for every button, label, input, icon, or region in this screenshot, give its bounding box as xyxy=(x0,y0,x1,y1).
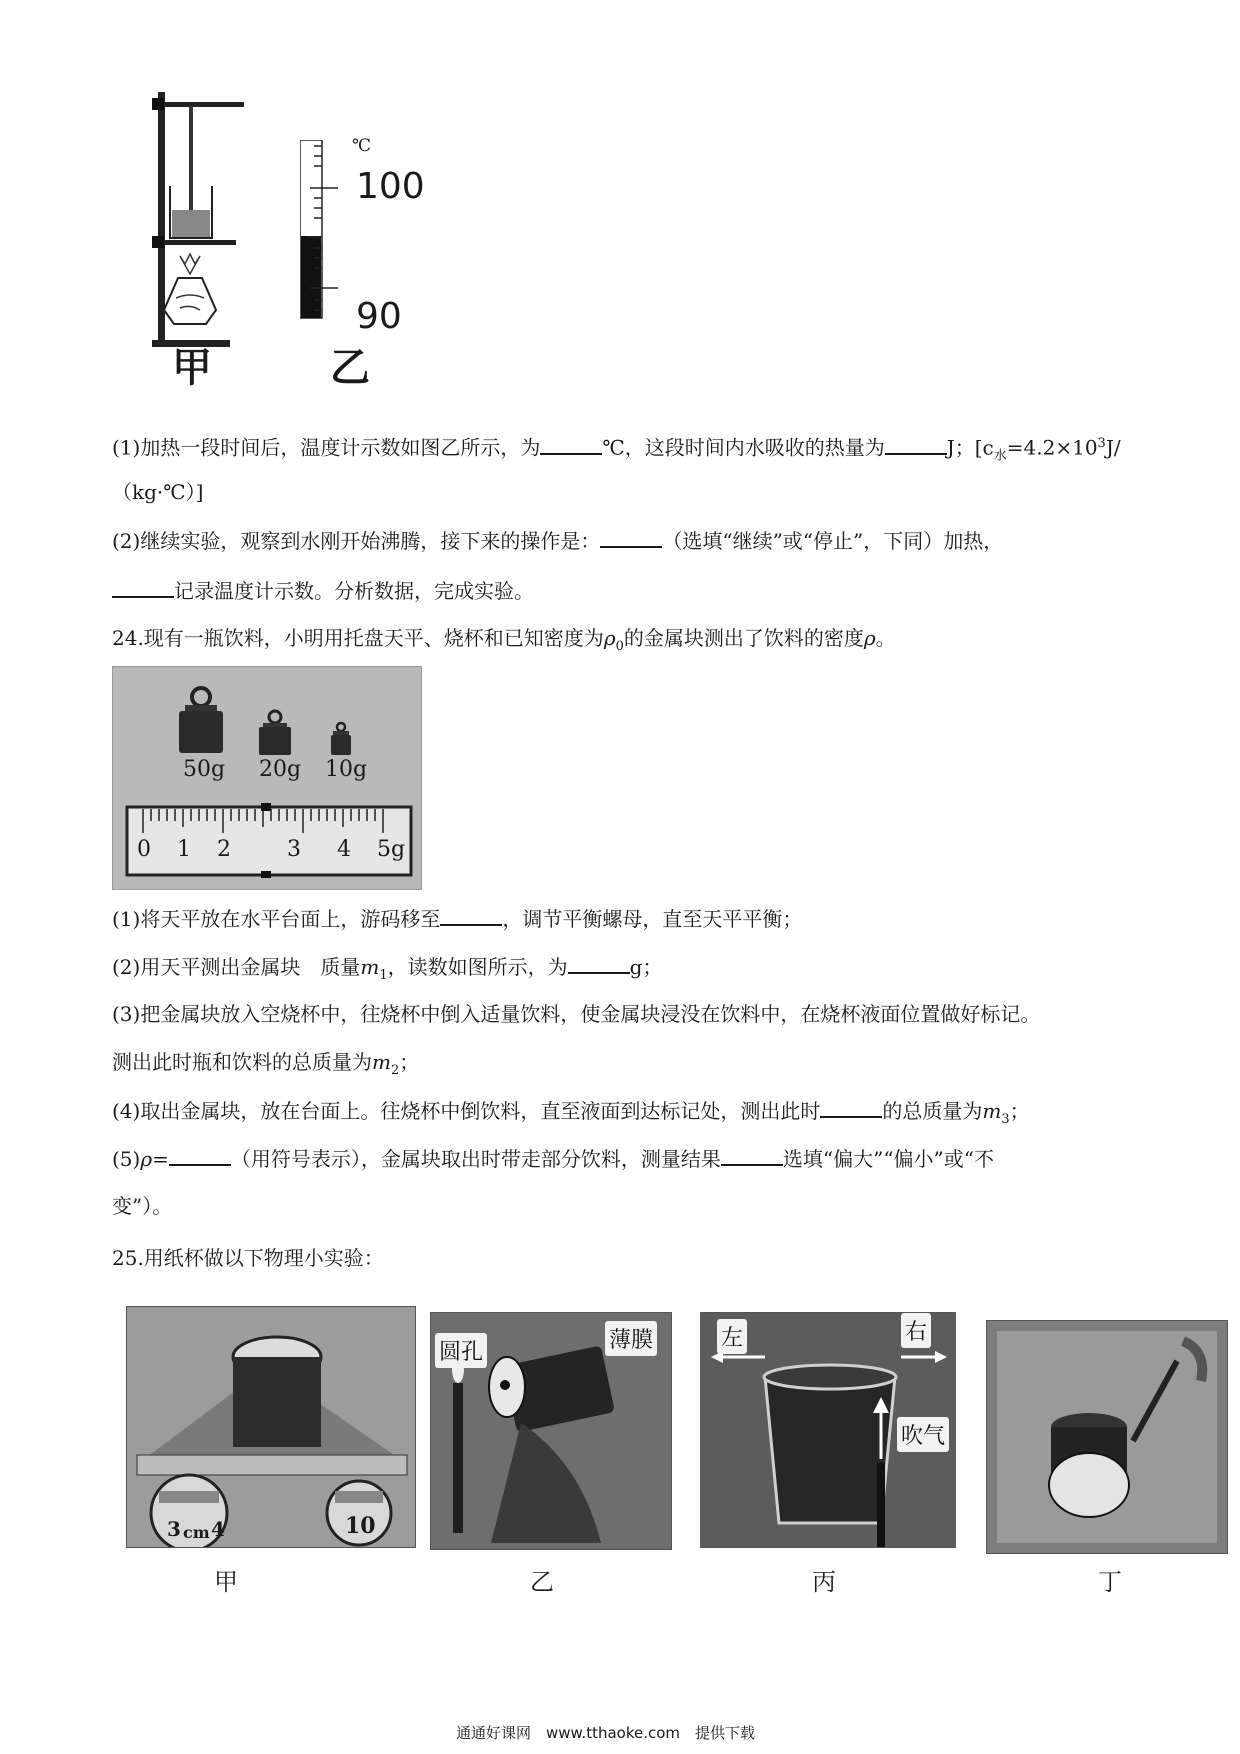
caption-ding: 丁 xyxy=(1098,1568,1122,1596)
answer-blank[interactable] xyxy=(440,904,502,926)
ruler-tick-3: 3 xyxy=(287,837,301,862)
page-footer: 通通好课网 www.tthaoke.com 提供下载 xyxy=(456,1724,756,1742)
q24-step3: (3)把金属块放入空烧杯中，往烧杯中倒入适量饮料，使金属块浸没在饮料中，在烧杯液面位置做好标记。 xyxy=(112,1002,1041,1026)
answer-blank[interactable] xyxy=(820,1096,882,1118)
ruler-label-4: 4 xyxy=(211,1517,225,1541)
ruler-tick-4: 4 xyxy=(337,837,351,862)
photo-bing xyxy=(700,1312,956,1548)
photo-jia-svg xyxy=(127,1307,415,1547)
photo-ding-svg xyxy=(987,1321,1227,1553)
answer-blank[interactable] xyxy=(169,1144,231,1166)
photo-ding xyxy=(986,1320,1228,1554)
answer-blank[interactable] xyxy=(721,1144,783,1166)
label-right: 右 xyxy=(901,1313,931,1348)
weight-label-10g: 10g xyxy=(325,757,368,782)
ruler-tick-1: 1 xyxy=(177,837,191,862)
caption-jia: 甲 xyxy=(214,1568,238,1596)
figure-label-yi: 乙 xyxy=(330,345,370,391)
q24-step5-cont: 变”）。 xyxy=(112,1194,173,1218)
q23-part1-unit: （kg·℃）] xyxy=(112,480,204,504)
ruler-tick-2: 2 xyxy=(217,837,231,862)
thermometer-tick-100: 100 xyxy=(356,166,425,207)
q24-step1: (1)将天平放在水平台面上，游码移至 ，调节平衡螺母，直至天平平衡； xyxy=(112,904,802,933)
label-left: 左 xyxy=(717,1319,747,1354)
weight-label-20g: 20g xyxy=(259,757,302,782)
q23-part1: (1)加热一段时间后，温度计示数如图乙所示，为 ℃，这段时间内水吸收的热量为 J；[$c_水=4.2\times 10^3J/$ xyxy=(112,430,1121,471)
answer-blank[interactable] xyxy=(885,433,947,455)
ruler-label-3: 3 xyxy=(167,1517,181,1541)
label-film: 薄膜 xyxy=(605,1321,657,1356)
caption-bing: 丙 xyxy=(812,1568,836,1596)
q24-stem: 24.现有一瓶饮料，小明用托盘天平、烧杯和已知密度为$\rho_0$的金属块测出了饮料的密度ρ。 xyxy=(112,626,896,654)
answer-blank[interactable] xyxy=(568,952,630,974)
figure-label-jia: 甲 xyxy=(172,345,212,391)
label-blow: 吹气 xyxy=(897,1417,949,1452)
caption-yi: 乙 xyxy=(530,1568,554,1596)
balance-reading-photo xyxy=(112,666,422,890)
thermometer-unit: ℃ xyxy=(352,136,372,156)
q25-stem: 25.用纸杯做以下物理小实验： xyxy=(112,1246,384,1270)
ruler-label-10: 10 xyxy=(345,1513,376,1539)
ruler-tick-5g: 5g xyxy=(377,837,406,862)
photo-yi xyxy=(430,1312,672,1550)
q23-part2-cont: 记录温度计示数。分析数据，完成实验。 xyxy=(112,576,534,605)
answer-blank[interactable] xyxy=(112,576,174,598)
weight-label-50g: 50g xyxy=(183,757,226,782)
answer-blank[interactable] xyxy=(540,433,602,455)
q24-step4: (4)取出金属块，放在台面上。往烧杯中倒饮料，直至液面到达标记处，测出此时 的总质量为$m_3$； xyxy=(112,1096,1030,1134)
q24-step2: (2)用天平测出金属块 质量$m_1$，读数如图所示，为 g； xyxy=(112,952,662,990)
thermometer-figure xyxy=(300,140,340,320)
photo-jia xyxy=(126,1306,416,1548)
label-hole: 圆孔 xyxy=(435,1333,487,1368)
ruler-tick-0: 0 xyxy=(137,837,151,862)
apparatus-figure xyxy=(140,88,250,358)
q24-step3-cont: 测出此时瓶和饮料的总质量为$m_2$； xyxy=(112,1050,420,1078)
answer-blank[interactable] xyxy=(600,526,662,548)
q23-part2: (2)继续实验，观察到水刚开始沸腾，接下来的操作是： （选填“继续”或“停止”，下同）加热， xyxy=(112,526,1003,555)
thermometer-tick-90: 90 xyxy=(356,296,402,337)
q24-step5: (5)ρ= （用符号表示），金属块取出时带走部分饮料，测量结果 选填“偏大”“偏小”或“不 xyxy=(112,1144,994,1173)
ruler-label-cm: cm xyxy=(183,1523,210,1542)
